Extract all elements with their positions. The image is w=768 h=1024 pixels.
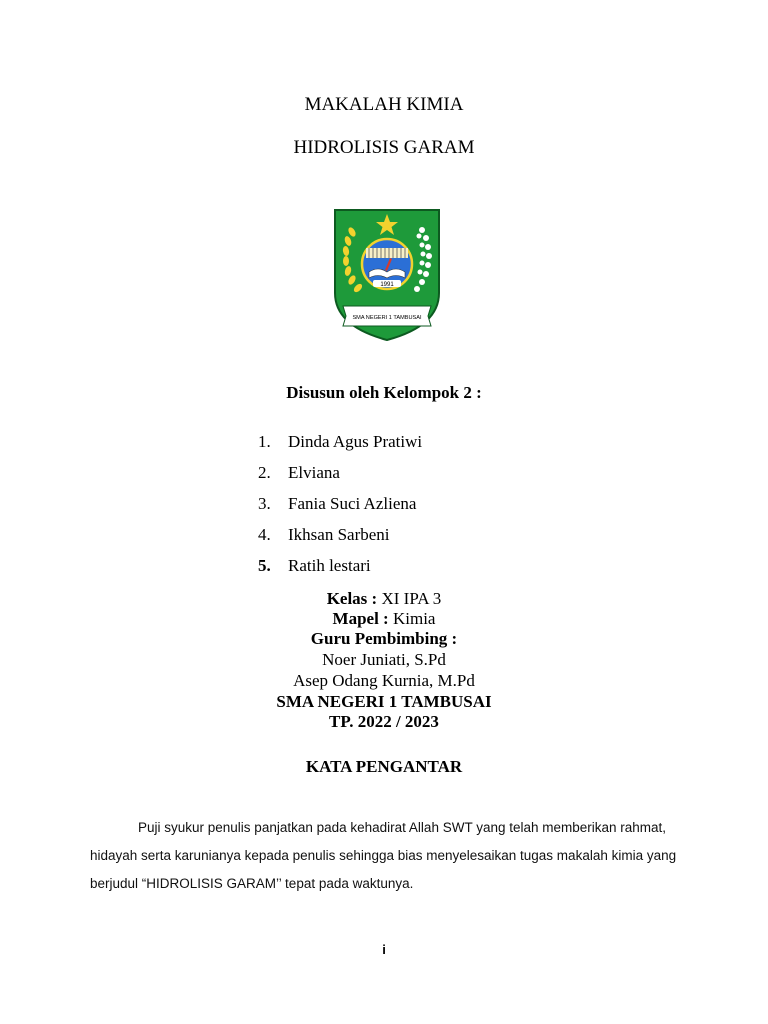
class-line	[0, 589, 768, 609]
member-number: 3.	[258, 494, 271, 513]
foreword-heading: KATA PENGANTAR	[305, 757, 463, 776]
crest-banner-text: SMA NEGERI 1 TAMBUSAI	[352, 315, 422, 321]
foreword-line-3: berjudul “HIDROLISIS GARAM’’ tepat pada waktunya.	[90, 876, 414, 891]
member-number: 5.	[258, 556, 271, 575]
subject-value: Kimia	[388, 609, 436, 628]
member-list-item	[258, 525, 390, 545]
member-list-item	[258, 432, 422, 452]
member-name: Fania Suci Azliena	[288, 494, 417, 513]
member-list-item	[258, 556, 371, 576]
member-number: 2.	[258, 463, 271, 482]
title-line-2: HIDROLISIS GARAM	[293, 137, 475, 158]
foreword-line-2: hidayah serta karunianya kepada penulis sehingga bias menyelesaikan tugas makalah kimia yang	[90, 848, 677, 863]
member-name: Ikhsan Sarbeni	[288, 525, 390, 544]
member-name: Ratih lestari	[288, 556, 371, 575]
foreword-line-1: Puji syukur penulis panjatkan pada kehadirat Allah SWT yang telah memberikan rahmat,	[138, 820, 667, 835]
member-number: 1.	[258, 432, 271, 451]
title-line-1: MAKALAH KIMIA	[304, 94, 464, 115]
member-name: Elviana	[288, 463, 340, 482]
member-list-item	[258, 463, 340, 483]
class-value: XI IPA 3	[377, 589, 442, 608]
class-label: Kelas :	[326, 589, 378, 608]
advisor-name-1: Noer Juniati, S.Pd	[322, 650, 446, 669]
subject-line	[0, 609, 768, 629]
advisor-name-2: Asep Odang Kurnia, M.Pd	[293, 671, 475, 690]
page-number: i	[382, 942, 386, 957]
advisor-label: Guru Pembimbing :	[310, 629, 458, 648]
school-crest-icon	[333, 208, 441, 342]
school-year: TP. 2022 / 2023	[329, 712, 439, 731]
member-number: 4.	[258, 525, 271, 544]
subject-label: Mapel :	[332, 609, 389, 628]
crest-year: 1991	[380, 282, 394, 289]
member-list-item	[258, 494, 416, 514]
member-name: Dinda Agus Pratiwi	[288, 432, 423, 451]
school-name: SMA NEGERI 1 TAMBUSAI	[276, 692, 492, 711]
compiled-by-heading: Disusun oleh Kelompok 2 :	[286, 383, 482, 402]
